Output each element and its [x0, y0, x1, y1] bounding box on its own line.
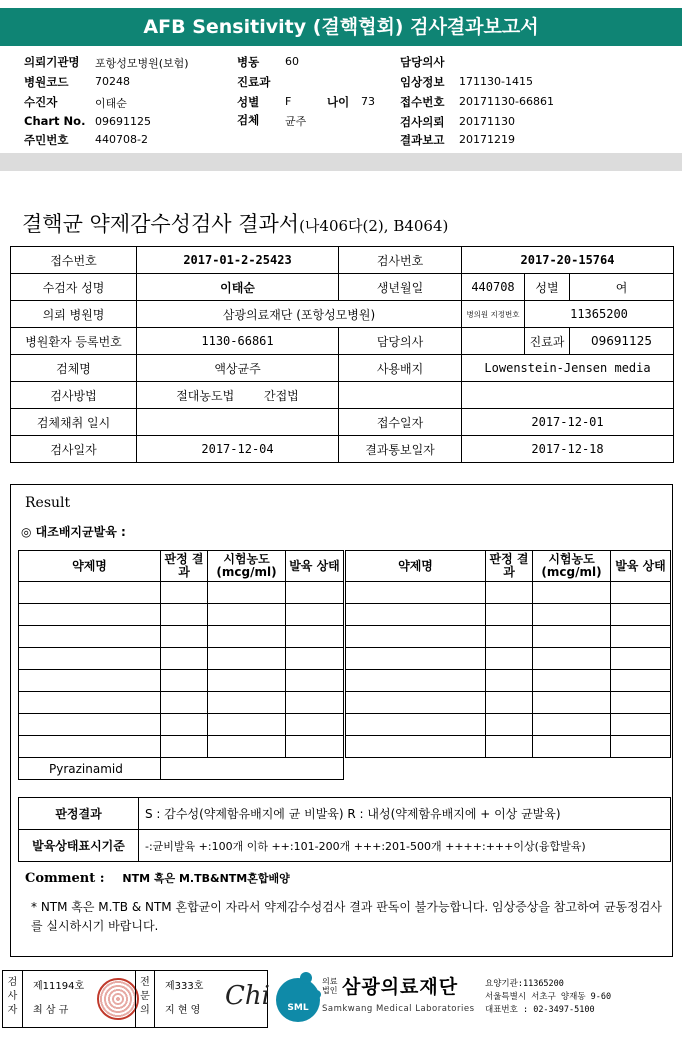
inspector-no: 제11194호 — [33, 981, 85, 992]
pyrazinamid-label: Pyrazinamid — [19, 758, 161, 780]
method-value — [137, 382, 339, 409]
document-title-text: 결핵균 약제감수성검사 결과서 — [22, 212, 300, 236]
header-info — [0, 52, 682, 152]
sex-value: F — [285, 95, 292, 108]
info-table — [10, 246, 674, 463]
table-row — [19, 798, 671, 830]
drug-table — [18, 550, 671, 780]
result-title: Result — [25, 495, 71, 511]
patient-label: 수진자 — [24, 95, 58, 109]
age-value: 73 — [361, 95, 375, 108]
table-row — [19, 830, 671, 862]
patient-value: 이태순 — [95, 97, 127, 110]
table-row — [19, 736, 671, 758]
chart-no-label: Chart No. — [24, 114, 86, 128]
lab-address — [485, 978, 611, 1017]
patient-name-label: 수검자 성명 — [11, 274, 137, 301]
col-drug: 약제명 — [19, 551, 161, 582]
receipt-no: 2017-01-2-25423 — [137, 247, 339, 274]
hospital-value: 포항성모병원(보험) — [95, 57, 189, 70]
birth-value: 440708 — [462, 274, 525, 301]
table-row — [19, 604, 671, 626]
table-row — [19, 692, 671, 714]
addr-text: 서울특별시 서초구 양재동 9-60 — [485, 992, 612, 1002]
method-absolute: 절대농도법 — [176, 388, 235, 403]
comment-label: Comment : — [25, 871, 105, 886]
inspector-name: 최 삼 규 — [33, 1005, 69, 1016]
specimen-name: 액상균주 — [137, 355, 339, 382]
signature: Chi — [225, 981, 270, 1011]
receipt-value: 20171130-66861 — [459, 95, 554, 108]
corp-prefix: 의료법인 — [322, 977, 338, 995]
accept-value: 2017-12-01 — [462, 409, 674, 436]
collect-label: 검체채취 일시 — [11, 409, 137, 436]
doctor-label: 담당의사 — [400, 55, 445, 69]
ssn-label: 주민번호 — [24, 133, 69, 147]
reg-no: 1130-66861 — [137, 328, 339, 355]
dept-cell-value: 09691125 — [570, 328, 674, 355]
empty-cell — [462, 382, 674, 409]
col-judge: 판정 결과 — [486, 551, 533, 582]
comment-note: * NTM 혹은 M.TB & NTM 혼합균이 자라서 약제감수성검사 결과 판독이 불가능합니다. 임상증상을 참고하여 균동정검사를 실시하시기 바랍니다. — [31, 900, 662, 933]
pyrazinamid-value — [161, 758, 344, 780]
medium-label: 사용배지 — [339, 355, 462, 382]
table-header-row — [19, 551, 671, 582]
specialist-role: 전문의 — [135, 971, 155, 1027]
hospital-name-label: 의뢰 병원명 — [11, 301, 137, 328]
inspector-role: 검사자 — [3, 971, 23, 1027]
hospital-name: 삼광의료재단 (포항성모병원) — [137, 301, 462, 328]
birth-label: 생년월일 — [339, 274, 462, 301]
table-row — [19, 582, 671, 604]
specialist-no: 제333호 — [165, 981, 204, 992]
result-section — [10, 484, 673, 957]
sex-cell-value: 여 — [570, 274, 674, 301]
dept-label: 진료과 — [237, 75, 271, 89]
request-value: 20171130 — [459, 115, 515, 128]
col-conc: 시험농도 (mcg/ml) — [208, 551, 286, 582]
reg-no-label: 병원환자 등록번호 — [11, 328, 137, 355]
document-title — [22, 208, 448, 238]
addr-code: 요양기관:11365200 — [485, 979, 564, 989]
sml-logo-icon: SML — [276, 978, 320, 1022]
table-row — [11, 301, 674, 328]
ssn-value: 440708-2 — [95, 133, 148, 146]
specimen-label: 검체 — [237, 113, 260, 127]
empty-cell — [339, 382, 462, 409]
hospital-label: 의뢰기관명 — [24, 55, 80, 69]
test-no: 2017-20-15764 — [462, 247, 674, 274]
test-date-label: 검사일자 — [11, 436, 137, 463]
table-row — [11, 436, 674, 463]
medium-value: Lowenstein-Jensen media — [462, 355, 674, 382]
test-date: 2017-12-04 — [137, 436, 339, 463]
test-no-label: 검사번호 — [339, 247, 462, 274]
col-growth: 발육 상태 — [611, 551, 671, 582]
hospital-code-value: 70248 — [95, 75, 130, 88]
logo-dot-icon — [300, 972, 312, 984]
receipt-no-label: 접수번호 — [11, 247, 137, 274]
seal-icon — [97, 978, 139, 1020]
receipt-label: 접수번호 — [400, 95, 445, 109]
clinical-value: 171130-1415 — [459, 75, 533, 88]
report-title: AFB Sensitivity (결핵협회) 검사결과보고서 — [0, 8, 682, 46]
addr-phone: 대표번호 : 02-3497-5100 — [485, 1005, 595, 1015]
sex-cell-label: 성별 — [525, 274, 570, 301]
patient-name: 이태순 — [137, 274, 339, 301]
signature-box — [2, 970, 268, 1028]
table-row — [19, 670, 671, 692]
col-drug: 약제명 — [346, 551, 486, 582]
clinical-label: 임상정보 — [400, 75, 445, 89]
comment-value: NTM 혹은 M.TB&NTM혼합배양 — [122, 872, 290, 885]
footer — [0, 964, 682, 1038]
report-date-label: 결과통보일자 — [339, 436, 462, 463]
col-judge: 판정 결과 — [161, 551, 208, 582]
method-label: 검사방법 — [11, 382, 137, 409]
report-label: 결과보고 — [400, 133, 445, 147]
table-row — [11, 409, 674, 436]
accept-label: 접수일자 — [339, 409, 462, 436]
criteria-growth-label: 발육상태표시기준 — [19, 830, 139, 862]
doctor-cell-label: 담당의사 — [339, 328, 462, 355]
sex-label: 성별 — [237, 95, 260, 109]
report-date: 2017-12-18 — [462, 436, 674, 463]
criteria-judge-text: S : 감수성(약제함유배지에 균 비발육) R : 내성(약제함유배지에 + 이상 균발육) — [139, 798, 671, 830]
culture-label: ◎ 대조배지균발육 : — [21, 525, 126, 539]
hospital-id-label: 병의원 지정번호 — [462, 301, 525, 328]
criteria-table — [18, 797, 671, 862]
hospital-id: 11365200 — [525, 301, 674, 328]
table-row — [19, 758, 671, 780]
report-value: 20171219 — [459, 133, 515, 146]
ward-label: 병동 — [237, 55, 260, 69]
table-row — [11, 328, 674, 355]
specimen-name-label: 검체명 — [11, 355, 137, 382]
table-row — [19, 626, 671, 648]
criteria-growth-text: -:균비발육 +:100개 이하 ++:101-200개 +++:201-500개 ++++:+++이상(융합발육) — [139, 830, 671, 862]
table-row — [11, 355, 674, 382]
lab-name: 삼광의료재단 — [342, 976, 459, 998]
collect-value — [137, 409, 339, 436]
ward-value: 60 — [285, 55, 299, 68]
criteria-judge-label: 판정결과 — [19, 798, 139, 830]
table-row — [11, 247, 674, 274]
dept-cell-label: 진료과 — [525, 328, 570, 355]
divider-bar — [0, 153, 682, 171]
request-label: 검사의뢰 — [400, 115, 445, 129]
comment — [25, 870, 290, 886]
doctor-cell-value — [462, 328, 525, 355]
col-growth: 발육 상태 — [286, 551, 344, 582]
col-conc: 시험농도 (mcg/ml) — [533, 551, 611, 582]
logo-dot-icon — [312, 990, 321, 999]
specialist-name: 지 현 영 — [165, 1005, 201, 1016]
table-row — [11, 382, 674, 409]
lab-name-en: Samkwang Medical Laboratories — [322, 1004, 475, 1014]
age-label: 나이 — [327, 95, 350, 109]
chart-no-value: 09691125 — [95, 115, 151, 128]
hospital-code-label: 병원코드 — [24, 75, 69, 89]
method-indirect: 간접법 — [264, 388, 299, 403]
table-row — [11, 274, 674, 301]
table-row — [19, 648, 671, 670]
table-row — [19, 714, 671, 736]
specimen-value: 균주 — [285, 115, 307, 128]
document-code: (나406다(2), B4064) — [299, 217, 449, 235]
